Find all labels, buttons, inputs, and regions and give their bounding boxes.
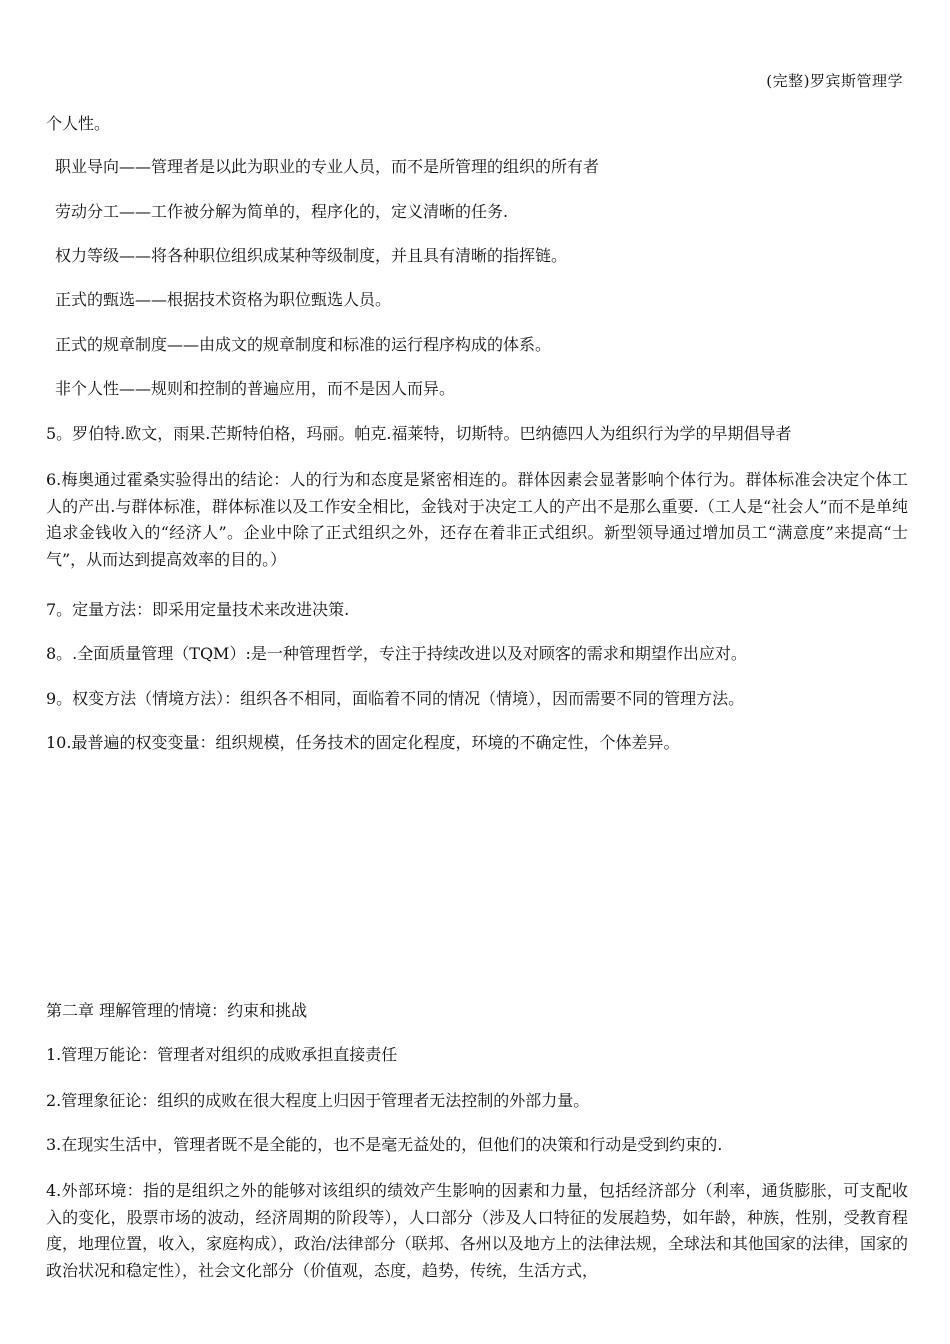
chapter-2-title: 第二章 理解管理的情境：约束和挑战 — [46, 1001, 308, 1020]
impersonality-line: 非个人性——规则和控制的普遍应用，而不是因人而异。 — [55, 379, 456, 398]
page-header-title: (完整)罗宾斯管理学 — [766, 72, 903, 90]
career-orientation-line: 职业导向——管理者是以此为职业的专业人员，而不是所管理的组织的所有者 — [55, 157, 600, 176]
item-9-contingency-approach: 9。权变方法（情境方法）：组织各不相同，面临着不同的情况（情境），因而需要不同的管理方法。 — [46, 689, 745, 708]
formal-selection-line: 正式的甄选——根据技术资格为职位甄选人员。 — [55, 290, 392, 309]
chapter-2-item-3: 3.在现实生活中，管理者既不是全能的，也不是毫无益处的，但他们的决策和行动是受到约束的. — [46, 1135, 723, 1154]
item-10-contingency-variables: 10.最普遍的权变变量：组织规模，任务技术的固定化程度，环境的不确定性，个体差异。 — [46, 733, 680, 752]
division-of-labor-line: 劳动分工——工作被分解为简单的，程序化的，定义清晰的任务. — [55, 202, 509, 221]
chapter-2-item-1: 1.管理万能论：管理者对组织的成败承担直接责任 — [46, 1045, 398, 1064]
item-8-tqm: 8。.全面质量管理（TQM）:是一种管理哲学，专注于持续改进以及对顾客的需求和期望作出应对。 — [46, 644, 747, 663]
chapter-2-item-2: 2.管理象征论：组织的成败在很大程度上归因于管理者无法控制的外部力量。 — [46, 1091, 590, 1110]
item-6-hawthorne-conclusion: 6.梅奥通过霍桑实验得出的结论：人的行为和态度是紧密相连的。群体因素会显著影响个体行为。群体标准会决定个体工人的产出.与群体标准，群体标准以及工作安全相比，金钱对于决定工人的产出不是那么重要.（工人是“社会人”而不是单纯追求金钱收入的“经济人”。企业中除了正式组织之外，还存在着非正式组织。新型领导通过增加员工“满意度”来提高“士气”，从而达到提高效率的目的。） — [46, 470, 908, 569]
item-5-early-advocates: 5。罗伯特.欧文，雨果.芒斯特伯格，玛丽。帕克.福莱特，切斯特。巴纳德四人为组织行为学的早期倡导者 — [46, 424, 792, 443]
continuation-line: 个人性。 — [46, 114, 111, 133]
authority-hierarchy-line: 权力等级——将各种职位组织成某种等级制度，并且具有清晰的指挥链。 — [55, 246, 568, 265]
chapter-2-item-4-external-environment: 4.外部环境：指的是组织之外的能够对该组织的绩效产生影响的因素和力量，包括经济部分（利率，通货膨胀，可支配收入的变化，股票市场的波动，经济周期的阶段等），人口部分（涉及人口特征的发展趋势，如年龄，种族，性别，受教育程度，地理位置，收入，家庭构成），政治/法律部分（联邦、各州以及地方上的法律法规，全球法和其他国家的法律，国家的政治状况和稳定性），社会文化部分（价值观，态度，趋势，传统，生活方式， — [46, 1181, 908, 1280]
formal-rules-line: 正式的规章制度——由成文的规章制度和标准的运行程序构成的体系。 — [55, 335, 552, 354]
item-7-quantitative-approach: 7。定量方法：即采用定量技术来改进决策. — [46, 600, 350, 619]
